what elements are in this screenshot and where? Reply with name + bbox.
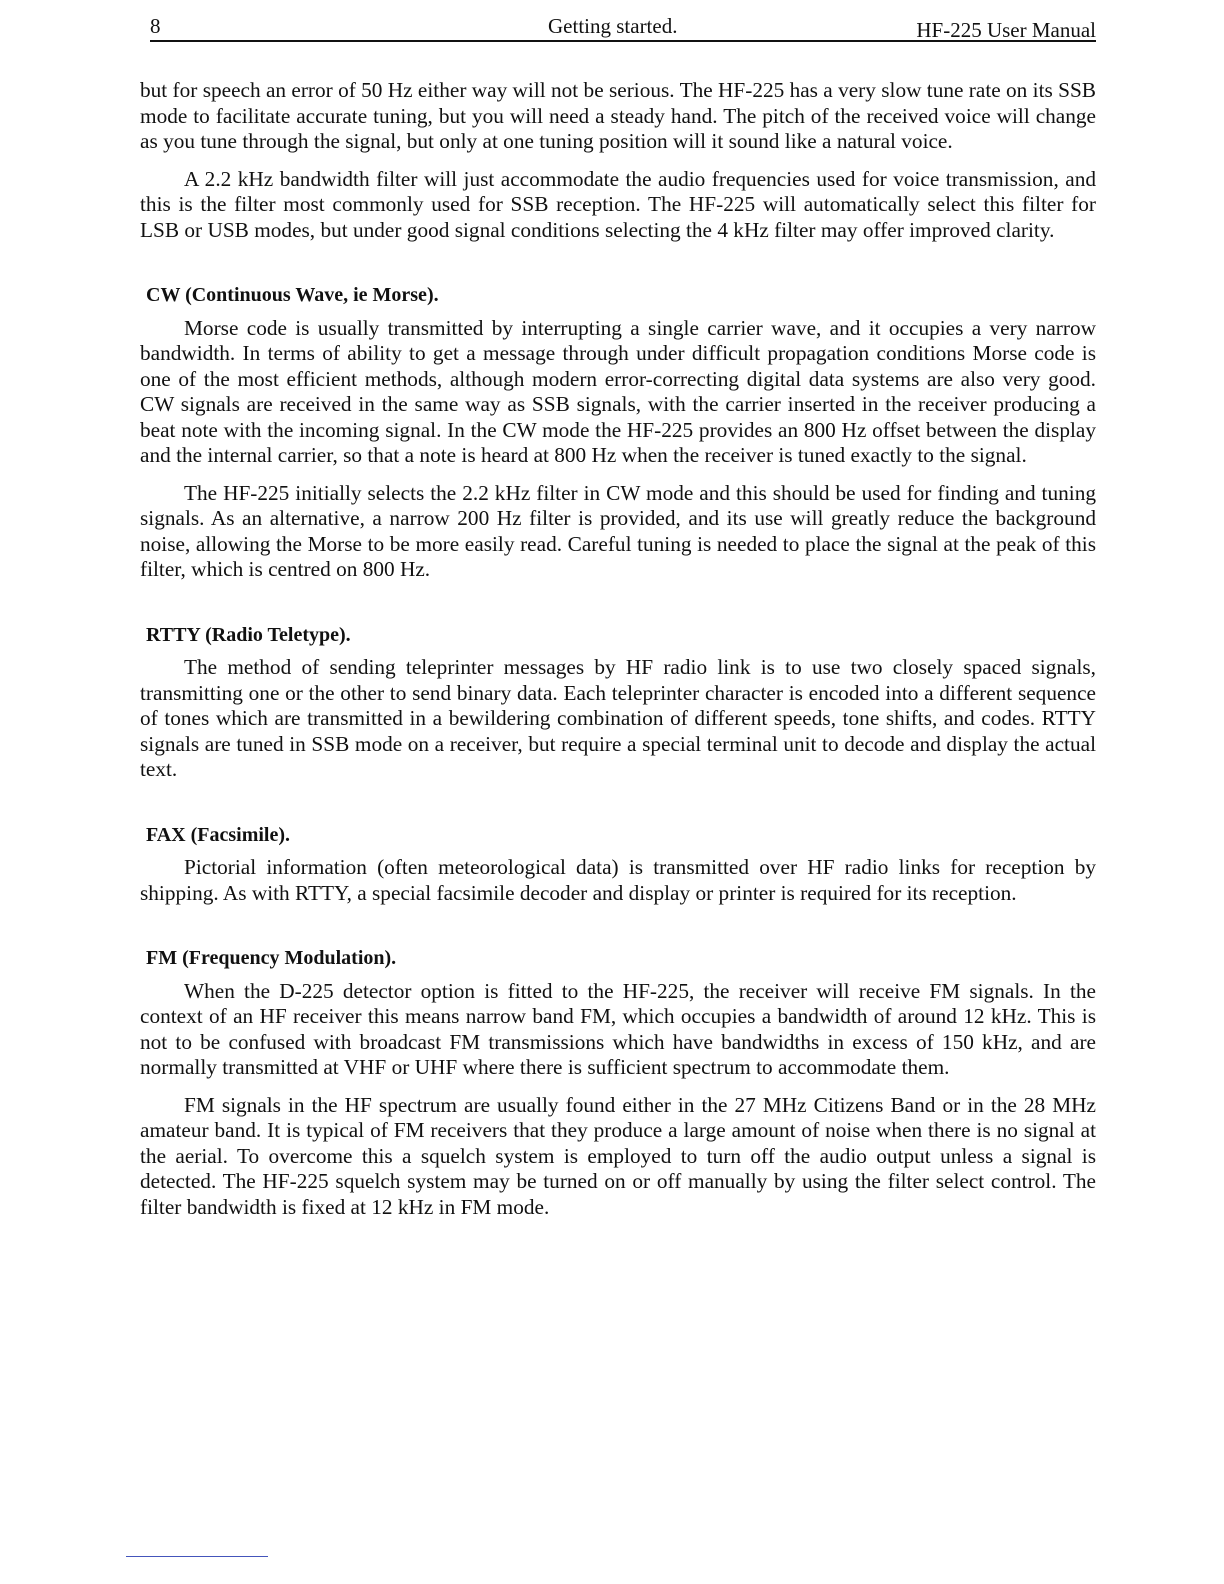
page-body [140, 78, 1096, 1232]
paragraph-cw-filter: The HF-225 initially selects the 2.2 kHz filter in CW mode and this should be used for finding and tuning signals. As an alternative, a narrow 200 Hz filter is provided, and its use will greatly reduce the background noise, allowing the Morse to be more easily read. Careful tuning is needed to place the signal at the peak of this filter, which is centred on 800 Hz. [140, 480, 1096, 581]
heading-cw: CW (Continuous Wave, ie Morse). [146, 284, 439, 306]
paragraph-ssb-tuning: but for speech an error of 50 Hz either way will not be serious. The HF-225 has a very slow tune rate on its SSB mode to facilitate accurate tuning, but you will need a steady hand. The pitch of the received voice will change as you tune through the signal, but only at one tuning position will it sound like a natural voice. [140, 78, 1096, 153]
paragraph-fm-squelch: FM signals in the HF spectrum are usually found either in the 27 MHz Citizens Band or in the 28 MHz amateur band. It is typical of FM receivers that they produce a large amount of noise when there is no signal at the aerial. To overcome this a squelch system is employed to turn off the audio output unless a signal is detected. The HF-225 squelch system may be turned on or off manually by using the filter select control. The filter bandwidth is fixed at 12 kHz in FM mode. [140, 1092, 1096, 1219]
manual-title: HF-225 User Manual [916, 18, 1096, 42]
section-title: Getting started. [548, 14, 678, 38]
footnote-divider [126, 1556, 268, 1557]
paragraph-cw-morse: Morse code is usually transmitted by interrupting a single carrier wave, and it occupies a very narrow bandwidth. In terms of ability to get a message through under difficult propagation conditions Morse code is one of the most efficient methods, although modern error-correcting digital data systems are also very good. CW signals are received in the same way as SSB signals, with the carrier inserted in the receiver producing a beat note with the incoming signal. In the CW mode the HF-225 provides an 800 Hz offset between the display and the internal carrier, so that a note is heard at 800 Hz when the receiver is tuned exactly to the signal. [140, 315, 1096, 467]
page-header [150, 14, 1096, 42]
paragraph-fm-receive: When the D-225 detector option is fitted to the HF-225, the receiver will receive FM signals. In the context of an HF receiver this means narrow band FM, which occupies a bandwidth of around 12 kHz. This is not to be confused with broadcast FM transmissions which have bandwidths in excess of 150 kHz, and are normally transmitted at VHF or UHF where there is sufficient spectrum to accommodate them. [140, 978, 1096, 1079]
heading-fax: FAX (Facsimile). [146, 823, 291, 846]
paragraph-rtty: The method of sending teleprinter messages by HF radio link is to use two closely spaced signals, transmitting one or the other to send binary data. Each teleprinter character is encoded into a different sequence of tones which are transmitted in a bewildering combination of different speeds, tone shifts, and codes. RTTY signals are tuned in SSB mode on a receiver, but require a special terminal unit to decode and display the actual text. [140, 655, 1096, 781]
paragraph-ssb-filter: A 2.2 kHz bandwidth filter will just accommodate the audio frequencies used for voice transmission, and this is the filter most commonly used for SSB reception. The HF-225 will automatically select this filter for LSB or USB modes, but under good signal conditions selecting the 4 kHz filter may offer improved clarity. [140, 166, 1096, 242]
heading-fm: FM (Frequency Modulation). [146, 947, 397, 969]
page-number: 8 [150, 14, 161, 38]
paragraph-fax: Pictorial information (often meteorological data) is transmitted over HF radio links for reception by shipping. As with RTTY, a special facsimile decoder and display or printer is required for its reception. [140, 855, 1096, 905]
heading-rtty: RTTY (Radio Teletype). [146, 623, 351, 646]
